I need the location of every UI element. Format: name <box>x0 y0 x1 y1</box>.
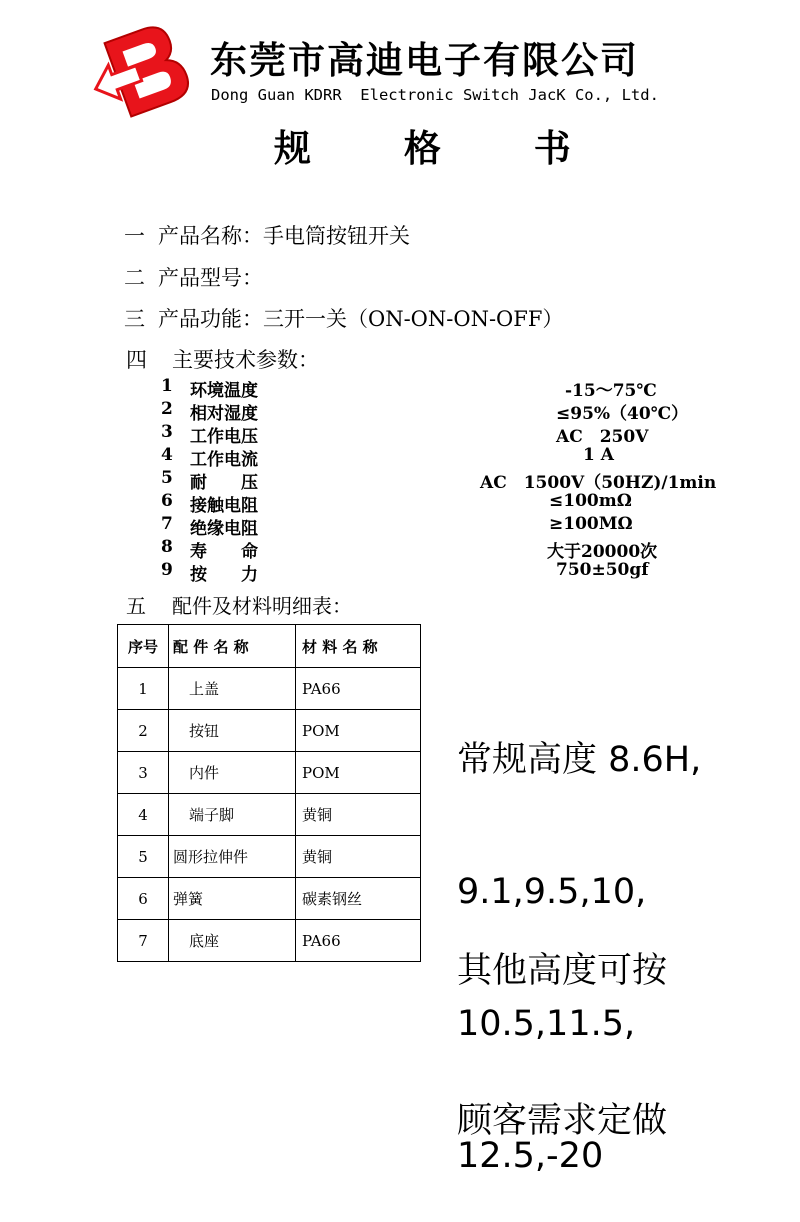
param-index: 6 <box>161 491 173 511</box>
header-material <box>296 625 421 668</box>
cell-part-label: 端子脚 <box>189 806 235 824</box>
param-value: 1 A <box>583 445 614 465</box>
param-name: 环境温度 <box>190 381 258 401</box>
cell-part <box>169 878 296 920</box>
cell-no: 5 <box>118 836 169 878</box>
table-row <box>118 710 421 752</box>
header-part <box>169 625 296 668</box>
param-index: 2 <box>161 399 173 419</box>
section-text: 产品型号： <box>158 266 263 290</box>
cell-material <box>296 794 421 836</box>
section-number: 四 <box>126 348 147 372</box>
cell-no: 3 <box>118 752 169 794</box>
param-index: 1 <box>161 376 173 396</box>
param-index: 7 <box>161 514 173 534</box>
cell-part-label: 上盖 <box>189 680 220 698</box>
section-number: 二 <box>124 266 145 290</box>
param-index: 4 <box>161 445 173 465</box>
param-value: ≤95%（40℃） <box>556 404 689 424</box>
cell-part <box>169 920 296 962</box>
section-text: 产品名称：手电筒按钮开关 <box>158 224 410 248</box>
param-name: 工作电流 <box>190 450 258 470</box>
cell-no: 7 <box>118 920 169 962</box>
param-name: 按 力 <box>190 565 258 585</box>
section-product-function <box>124 303 563 333</box>
section-main-params <box>126 344 319 374</box>
param-name: 工作电压 <box>190 427 258 447</box>
custom-line: 顾客需求定做 <box>457 1101 668 1141</box>
table-row <box>118 668 421 710</box>
section-text: 配件及材料明细表： <box>172 594 352 618</box>
param-name: 接触电阻 <box>190 496 258 516</box>
cell-material-label: 黄铜 <box>302 806 333 824</box>
cell-part-label: 底座 <box>189 932 220 950</box>
param-index: 5 <box>161 468 173 488</box>
cell-part-label: 弹簧 <box>173 890 204 908</box>
cell-part-label: 圆形拉伸件 <box>173 848 249 866</box>
table-row <box>118 920 421 962</box>
header-no: 序号 <box>118 625 169 668</box>
section-product-name <box>124 220 410 250</box>
cell-material <box>296 920 421 962</box>
param-row <box>0 445 800 468</box>
cell-no: 4 <box>118 794 169 836</box>
param-index: 9 <box>161 560 173 580</box>
table-row <box>118 836 421 878</box>
param-row <box>0 537 800 560</box>
table-row <box>118 794 421 836</box>
param-value: 750±50gf <box>556 560 649 580</box>
param-row <box>0 514 800 537</box>
heights-line: 12.5,-20 <box>457 1136 604 1176</box>
company-name-cn: 东莞市高迪电子有限公司 <box>210 39 639 82</box>
heights-line: 10.5,11.5, <box>457 1004 636 1044</box>
param-value: -15～75℃ <box>565 381 657 401</box>
header-material-label: 材 料 名 称 <box>302 637 378 656</box>
cell-part-label: 按钮 <box>189 722 220 740</box>
param-row <box>0 399 800 422</box>
cell-material-label: 黄铜 <box>302 848 333 866</box>
cell-material-label: 碳素钢丝 <box>302 890 363 908</box>
table-row <box>118 752 421 794</box>
section-product-model <box>124 262 263 292</box>
param-row <box>0 491 800 514</box>
param-name: 绝缘电阻 <box>190 519 258 539</box>
section-parts-materials <box>126 590 352 619</box>
company-logo-icon <box>86 14 198 126</box>
company-name-en: Dong Guan KDRR Electronic Switch JacK Co., Ltd. <box>211 86 659 104</box>
param-row <box>0 560 800 583</box>
cell-no: 6 <box>118 878 169 920</box>
cell-material <box>296 752 421 794</box>
param-index: 3 <box>161 422 173 442</box>
param-value: AC 250V <box>556 427 649 447</box>
param-name: 寿 命 <box>190 542 258 562</box>
cell-no: 2 <box>118 710 169 752</box>
section-text: 主要技术参数： <box>172 348 319 372</box>
param-name: 相对湿度 <box>190 404 258 424</box>
cell-part <box>169 794 296 836</box>
cell-material-label: PA66 <box>302 679 341 698</box>
param-value: AC 1500V（50HZ)/1min <box>480 473 717 493</box>
heights-line: 常规高度 8.6H, <box>457 740 702 780</box>
heights-line: 9.1,9.5,10, <box>457 872 647 912</box>
param-row <box>0 422 800 445</box>
cell-material-label: PA66 <box>302 931 341 950</box>
cell-part <box>169 752 296 794</box>
table-row <box>118 878 421 920</box>
cell-part <box>169 836 296 878</box>
param-row <box>0 376 800 399</box>
header-part-label: 配 件 名 称 <box>173 637 249 656</box>
section-number: 三 <box>124 307 145 331</box>
cell-material <box>296 668 421 710</box>
document-title: 规 格 书 <box>274 126 611 170</box>
param-row <box>0 468 800 491</box>
cell-part-label: 内件 <box>189 764 220 782</box>
cell-material <box>296 836 421 878</box>
param-name: 耐 压 <box>190 473 258 493</box>
cell-material <box>296 710 421 752</box>
parts-materials-table <box>117 624 421 962</box>
table-header-row <box>118 625 421 668</box>
param-value: ≥100MΩ <box>549 514 633 534</box>
param-value: ≤100mΩ <box>549 491 632 511</box>
section-text: 产品功能：三开一关（ON-ON-ON-OFF） <box>158 307 564 331</box>
custom-heights-note <box>457 846 667 1196</box>
param-value: 大于20000次 <box>547 542 658 562</box>
param-index: 8 <box>161 537 173 557</box>
custom-line: 其他高度可按 <box>457 951 668 991</box>
cell-no: 1 <box>118 668 169 710</box>
cell-material-label: POM <box>302 721 340 740</box>
cell-part <box>169 710 296 752</box>
section-number: 一 <box>124 224 145 248</box>
section-number: 五 <box>126 594 146 618</box>
cell-material-label: POM <box>302 763 340 782</box>
cell-part <box>169 668 296 710</box>
cell-material <box>296 878 421 920</box>
